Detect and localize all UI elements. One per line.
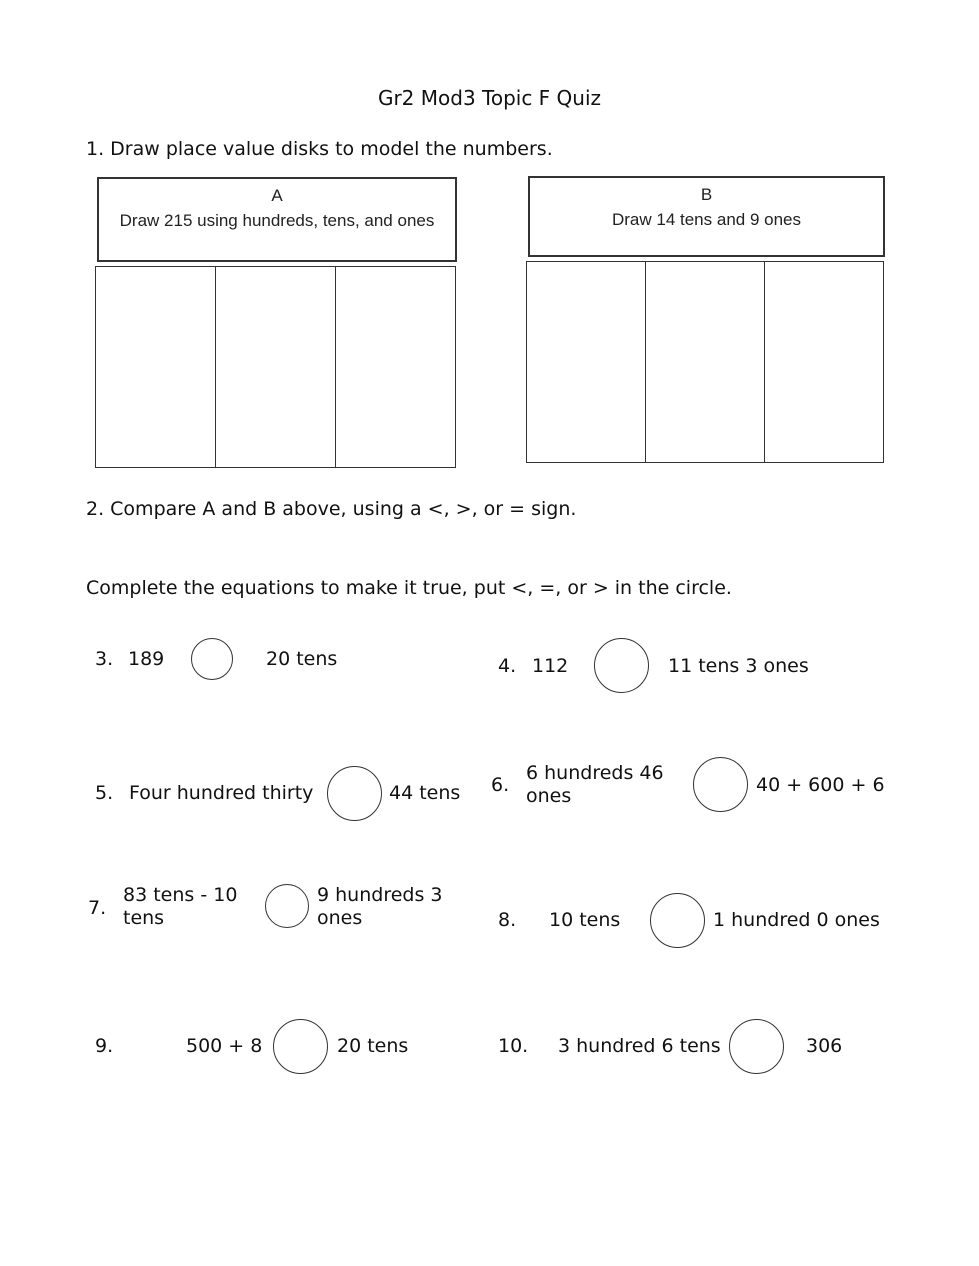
problem-5-number: 5.: [95, 782, 114, 804]
problem-4-left: 112: [532, 655, 569, 677]
problem-3-right: 20 tens: [266, 648, 338, 670]
problem-6-number: 6.: [491, 774, 510, 796]
problem-4-answer-circle[interactable]: [594, 638, 649, 693]
problem-8-number: 8.: [498, 909, 517, 931]
problem-10-right: 306: [806, 1035, 843, 1057]
problem-4-number: 4.: [498, 655, 517, 677]
problem-5-right: 44 tens: [389, 782, 461, 804]
box-b-text: Draw 14 tens and 9 ones: [611, 210, 801, 229]
instructions: Complete the equations to make it true, put <, =, or > in the circle.: [86, 577, 732, 599]
problem-10-number: 10.: [498, 1035, 529, 1057]
problem-5-answer-circle[interactable]: [327, 766, 382, 821]
hundreds-column[interactable]: [527, 262, 646, 462]
page-title: Gr2 Mod3 Topic F Quiz: [377, 86, 602, 110]
problem-9-right: 20 tens: [337, 1035, 409, 1057]
problem-7-answer-circle[interactable]: [265, 884, 309, 928]
box-b-letter: B: [700, 185, 713, 204]
problem-8-right: 1 hundred 0 ones: [713, 909, 880, 931]
tens-column[interactable]: [646, 262, 765, 462]
ones-column[interactable]: [765, 262, 883, 462]
tens-column[interactable]: [216, 267, 336, 467]
problem-7-number: 7.: [88, 897, 107, 919]
problem-8-left: 10 tens: [549, 909, 621, 931]
question-1-prompt: 1. Draw place value disks to model the numbers.: [86, 138, 553, 160]
problem-3-number: 3.: [95, 648, 114, 670]
problem-9-left: 500 + 8: [186, 1035, 263, 1057]
problem-3-left: 189: [128, 648, 165, 670]
problem-6-right: 40 + 600 + 6: [756, 774, 885, 796]
problem-7-right: 9 hundreds 3 ones: [317, 884, 443, 929]
problem-7-left: 83 tens - 10 tens: [123, 884, 238, 929]
box-a-place-value-chart[interactable]: [95, 266, 456, 468]
problem-8-answer-circle[interactable]: [650, 893, 705, 948]
problem-9-number: 9.: [95, 1035, 114, 1057]
box-a-letter: A: [271, 186, 283, 205]
problem-3-answer-circle[interactable]: [191, 638, 233, 680]
question-2-prompt: 2. Compare A and B above, using a <, >, or = sign.: [86, 498, 577, 520]
hundreds-column[interactable]: [96, 267, 216, 467]
problem-4-right: 11 tens 3 ones: [668, 655, 809, 677]
ones-column[interactable]: [336, 267, 455, 467]
problem-5-left: Four hundred thirty: [129, 782, 314, 804]
problem-10-left: 3 hundred 6 tens: [558, 1035, 721, 1057]
box-a-header: [97, 177, 457, 262]
problem-9-answer-circle[interactable]: [273, 1019, 328, 1074]
box-b-place-value-chart[interactable]: [526, 261, 884, 463]
problem-6-answer-circle[interactable]: [693, 757, 748, 812]
box-a-text: Draw 215 using hundreds, tens, and ones: [119, 211, 435, 230]
problem-6-left: 6 hundreds 46 ones: [526, 762, 664, 807]
problem-10-answer-circle[interactable]: [729, 1019, 784, 1074]
box-b-header: [528, 176, 885, 257]
